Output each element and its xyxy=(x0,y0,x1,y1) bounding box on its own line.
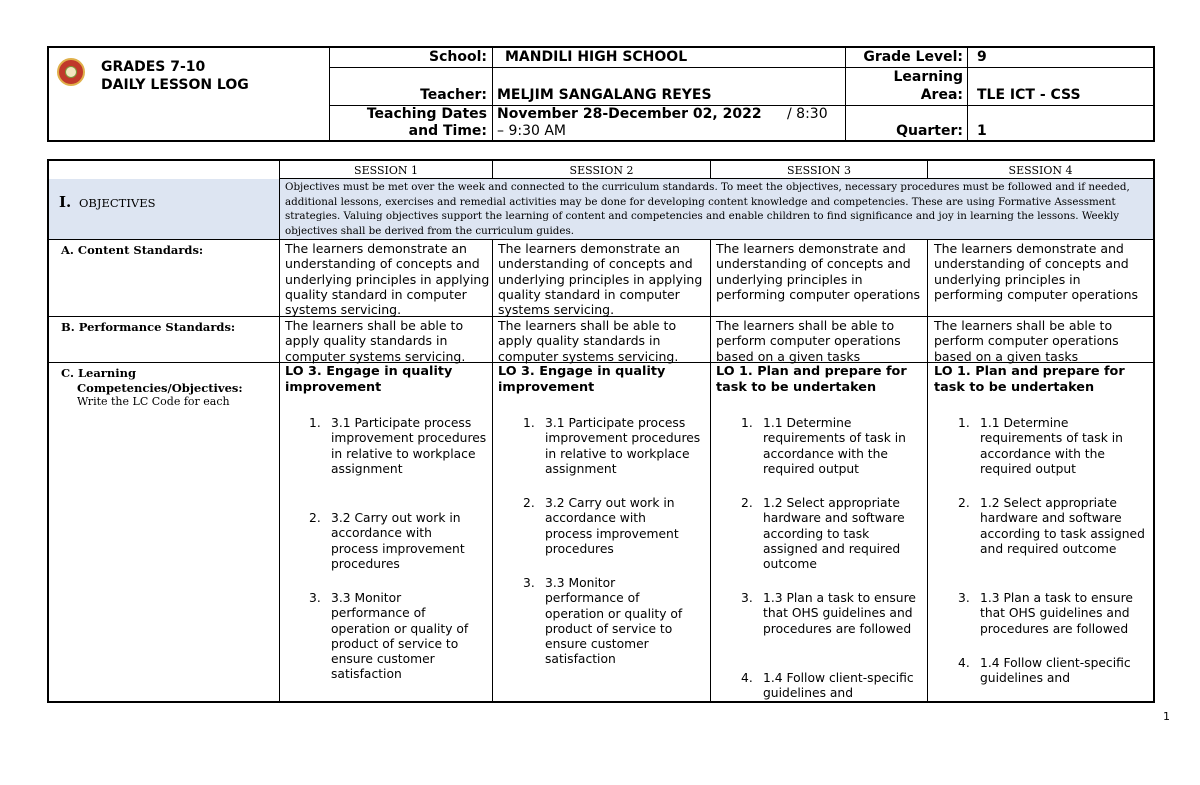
objectives-text: Objectives must be met over the week and connected to the curriculum standards. To meet the objectives, necessary procedures must be followed and if needed, additional lessons, exercises and remedial activities may be done for developing content knowledge and competencies. These are using Formative Assessment strategies. Valuing objectives support the learning of content and competencies and enable children to find significance and joy in learning the lessons. Weekly objectives shall be derived from the curriculum guides. xyxy=(285,181,1130,237)
item-num: 2. xyxy=(523,496,535,510)
objectives-roman: I. xyxy=(59,193,72,211)
item-num: 1. xyxy=(309,416,321,430)
grade-label: Grade Level: xyxy=(863,49,963,65)
school-seal-icon xyxy=(57,58,85,86)
objectives-label: OBJECTIVES xyxy=(79,196,156,210)
competency-item: 1.2 Select appropriate hardware and software according to task assigned and required outcome xyxy=(763,496,905,572)
competency-item: 3.1 Participate process improvement procedures in relative to workplace assignment xyxy=(331,416,487,476)
lesson-log-header xyxy=(47,46,1155,142)
item-num: 3. xyxy=(523,576,535,590)
learning-competencies-label-1: C. Learning xyxy=(61,366,137,380)
lo-s2: LO 3. Engage in quality improvement xyxy=(498,364,666,395)
page-number: 1 xyxy=(1163,710,1170,723)
competency-item: 1.3 Plan a task to ensure that OHS guidelines and procedures are followed xyxy=(763,591,916,636)
performance-standards-label: B. Performance Standards: xyxy=(61,320,236,334)
item-num: 4. xyxy=(958,656,970,670)
area-label-1: Learning xyxy=(893,69,963,85)
competency-item: 1.4 Follow client-specific guidelines and xyxy=(980,656,1131,686)
competency-item: 3.2 Carry out work in accordance with process improvement procedures xyxy=(331,511,465,571)
content-standards-label: A. Content Standards: xyxy=(61,243,204,257)
lo-s3: LO 1. Plan and prepare for task to be undertaken xyxy=(716,364,907,395)
item-num: 1. xyxy=(523,416,535,430)
teacher-value: MELJIM SANGALANG REYES xyxy=(497,87,712,103)
competency-item: 1.3 Plan a task to ensure that OHS guidelines and procedures are followed xyxy=(980,591,1133,636)
lo-s4: LO 1. Plan and prepare for task to be undertaken xyxy=(934,364,1125,395)
doc-title-line2: DAILY LESSON LOG xyxy=(101,77,249,93)
item-num: 1. xyxy=(741,416,753,430)
area-value: TLE ICT - CSS xyxy=(977,87,1081,103)
competency-item: 3.3 Monitor performance of operation or quality of product of service to ensure customer satisfaction xyxy=(545,576,683,667)
session-3-header: SESSION 3 xyxy=(787,164,851,177)
content-standard-s1: The learners demonstrate an understanding of concepts and underlying principles in applying quality standard in computer systems servicing. xyxy=(285,241,490,318)
performance-standard-s1: The learners shall be able to apply quality standards in computer systems servicing. xyxy=(285,318,466,364)
session-4-header: SESSION 4 xyxy=(1008,164,1073,177)
performance-standard-s2: The learners shall be able to apply quality standards in computer systems servicing. xyxy=(498,318,679,364)
item-num: 2. xyxy=(741,496,753,510)
performance-standard-s4: The learners shall be able to perform computer operations based on a given tasks xyxy=(934,318,1119,364)
doc-title-line1: GRADES 7-10 xyxy=(101,59,206,75)
learning-competencies-label-2: Competencies/Objectives: xyxy=(77,381,243,395)
competency-item: 1.4 Follow client-specific guidelines and xyxy=(763,671,914,701)
content-standard-s4: The learners demonstrate and understanding of concepts and underlying principles in performing computer operations xyxy=(934,241,1138,302)
item-num: 4. xyxy=(741,671,753,685)
dates-label-2: and Time: xyxy=(408,123,487,139)
item-num: 3. xyxy=(958,591,970,605)
time-value-1: / 8:30 xyxy=(787,106,828,122)
competency-item: 1.1 Determine requirements of task in accordance with the required output xyxy=(980,416,1123,476)
competency-item: 1.1 Determine requirements of task in accordance with the required output xyxy=(763,416,906,476)
competency-item: 3.2 Carry out work in accordance with process improvement procedures xyxy=(545,496,679,556)
item-num: 1. xyxy=(958,416,970,430)
item-num: 3. xyxy=(741,591,753,605)
time-value-2: – 9:30 AM xyxy=(497,123,566,139)
item-num: 2. xyxy=(958,496,970,510)
area-label-2: Area: xyxy=(920,87,963,103)
learning-competencies-note: Write the LC Code for each xyxy=(77,395,230,408)
performance-standard-s3: The learners shall be able to perform computer operations based on a given tasks xyxy=(716,318,901,364)
competency-item: 3.3 Monitor performance of operation or quality of product of service to ensure customer satisfaction xyxy=(331,591,469,682)
lo-s1: LO 3. Engage in quality improvement xyxy=(285,364,453,395)
content-standard-s2: The learners demonstrate an understanding of concepts and underlying principles in applying quality standard in computer systems servicing. xyxy=(498,241,703,318)
school-value: MANDILI HIGH SCHOOL xyxy=(505,49,688,65)
dates-label-1: Teaching Dates xyxy=(366,106,487,122)
session-2-header: SESSION 2 xyxy=(569,164,634,177)
lesson-log-table xyxy=(47,159,1155,703)
item-num: 2. xyxy=(309,511,321,525)
content-standard-s3: The learners demonstrate and understanding of concepts and underlying principles in performing computer operations xyxy=(716,241,920,302)
grade-value: 9 xyxy=(977,49,987,65)
session-1-header: SESSION 1 xyxy=(354,164,418,177)
quarter-value: 1 xyxy=(977,123,987,139)
competency-item: 3.1 Participate process improvement procedures in relative to workplace assignment xyxy=(545,416,701,476)
dates-value: November 28-December 02, 2022 xyxy=(497,106,762,122)
quarter-label: Quarter: xyxy=(896,123,963,139)
teacher-label: Teacher: xyxy=(420,87,487,103)
competency-item: 1.2 Select appropriate hardware and software according to task assigned and required outcome xyxy=(980,496,1145,556)
item-num: 3. xyxy=(309,591,321,605)
school-label: School: xyxy=(429,49,487,65)
